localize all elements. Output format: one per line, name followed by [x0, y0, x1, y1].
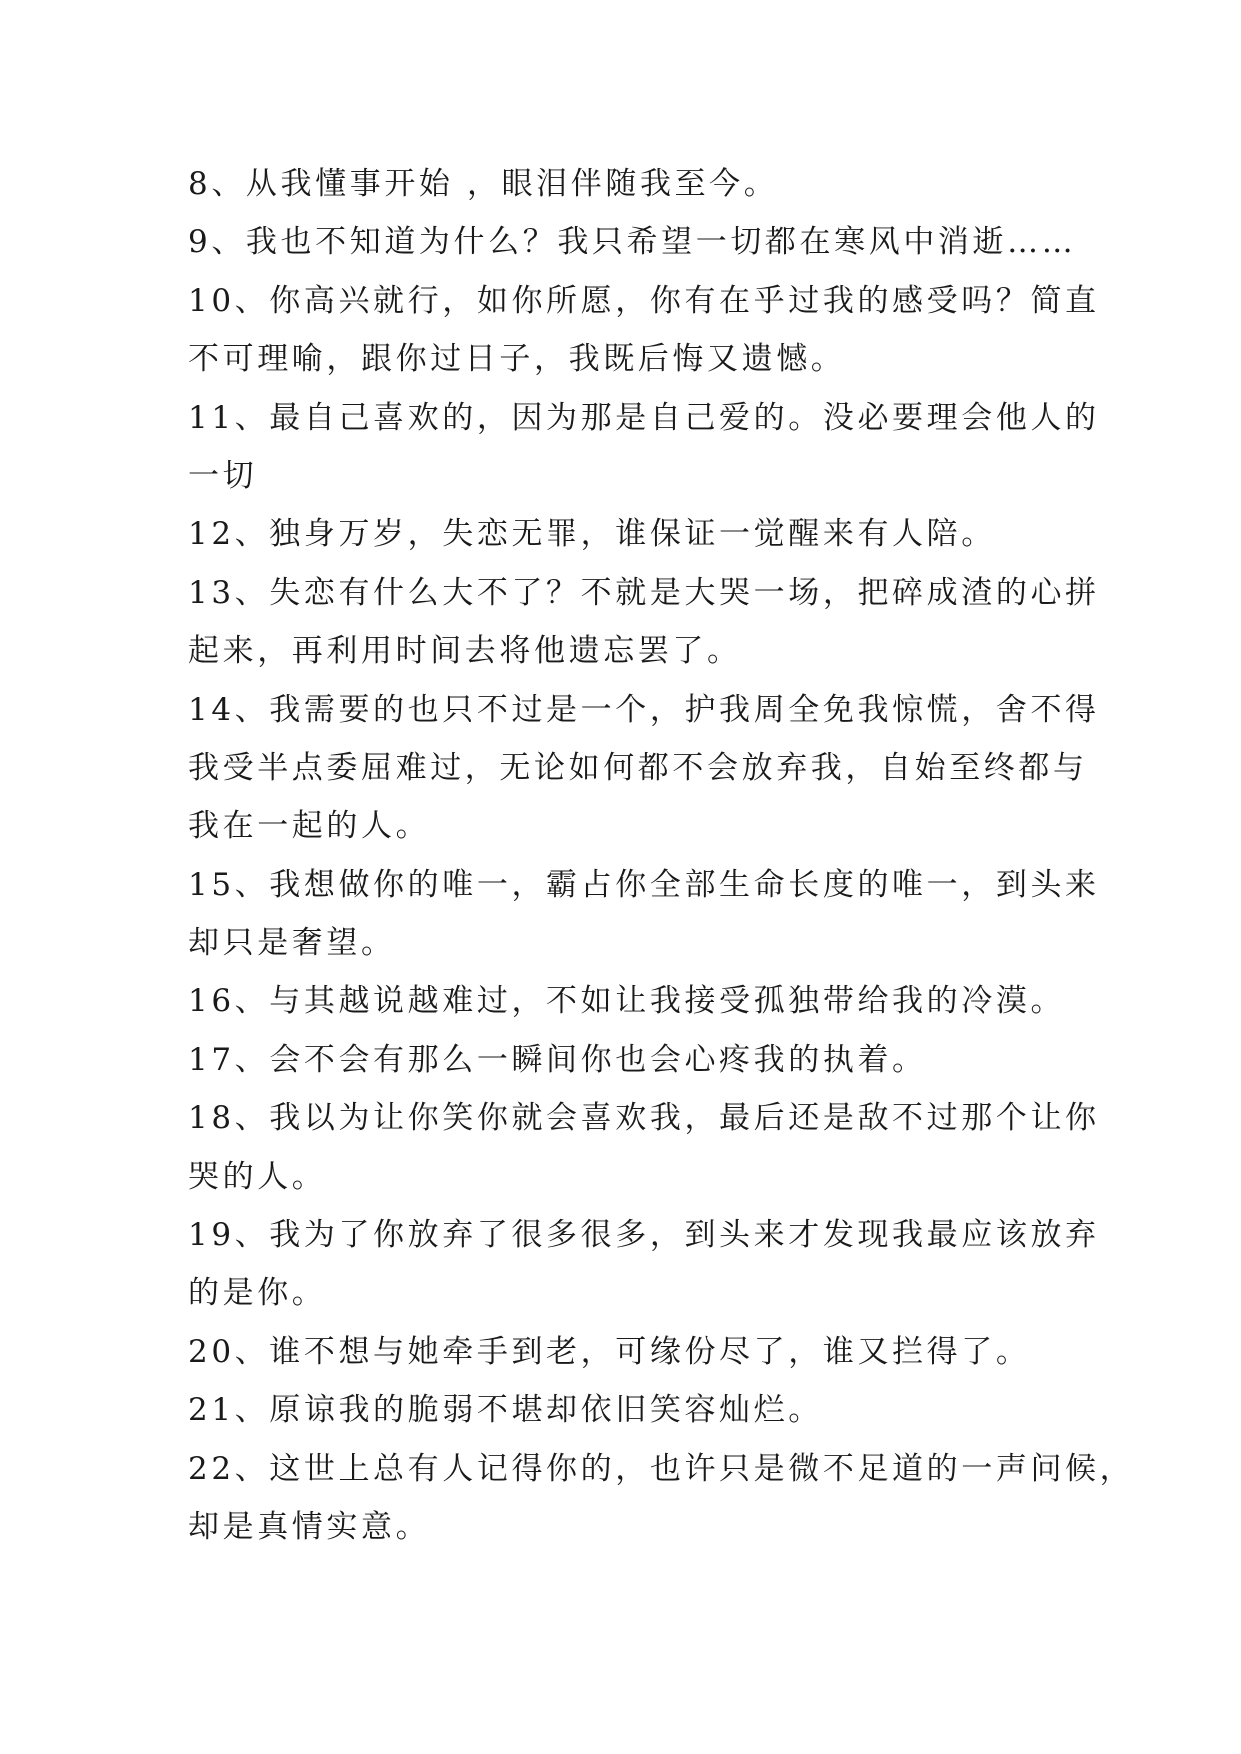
text-line: 16、与其越说越难过，不如让我接受孤独带给我的冷漠。	[188, 983, 1066, 1020]
text-line: 22、这世上总有人记得你的，也许只是微不足道的一声问候，	[188, 1450, 1135, 1487]
text-line: 17、会不会有那么一瞬间你也会心疼我的执着。	[188, 1041, 927, 1078]
text-line: 我受半点委屈难过，无论如何都不会放弃我，自始至终都与	[188, 749, 1088, 786]
text-line: 我在一起的人。	[188, 808, 431, 845]
text-line: 一切	[188, 457, 258, 494]
document-body	[188, 155, 1135, 1556]
text-line: 8、从我懂事开始 ，眼泪伴随我至今。	[188, 166, 779, 202]
text-line: 不可理喻，跟你过日子，我既后悔又遗憾。	[188, 341, 846, 378]
text-line: 19、我为了你放弃了很多很多，到头来才发现我最应该放弃	[188, 1217, 1100, 1254]
text-line: 11、最自己喜欢的，因为那是自己爱的。没必要理会他人的	[188, 399, 1100, 436]
text-line: 起来，再利用时间去将他遗忘罢了。	[188, 633, 742, 670]
text-line: 10、你高兴就行，如你所愿，你有在乎过我的感受吗？简直	[188, 282, 1100, 319]
text-line: 的是你。	[188, 1275, 327, 1312]
text-line: 18、我以为让你笑你就会喜欢我，最后还是敌不过那个让你	[188, 1100, 1100, 1137]
text-line: 9、我也不知道为什么？我只希望一切都在寒风中消逝……	[188, 224, 1077, 261]
text-line: 14、我需要的也只不过是一个，护我周全免我惊慌，舍不得	[188, 691, 1100, 728]
text-line: 却是真情实意。	[188, 1508, 431, 1545]
text-line: 20、谁不想与她牵手到老，可缘份尽了，谁又拦得了。	[188, 1333, 1031, 1370]
text-line: 哭的人。	[188, 1158, 327, 1195]
text-line: 15、我想做你的唯一，霸占你全部生命长度的唯一，到头来	[188, 866, 1100, 903]
text-line: 却只是奢望。	[188, 925, 396, 962]
text-line: 21、原谅我的脆弱不堪却依旧笑容灿烂。	[188, 1392, 823, 1429]
text-line: 12、独身万岁，失恋无罪，谁保证一觉醒来有人陪。	[188, 516, 996, 553]
text-line: 13、失恋有什么大不了？不就是大哭一场，把碎成渣的心拼	[188, 574, 1100, 611]
